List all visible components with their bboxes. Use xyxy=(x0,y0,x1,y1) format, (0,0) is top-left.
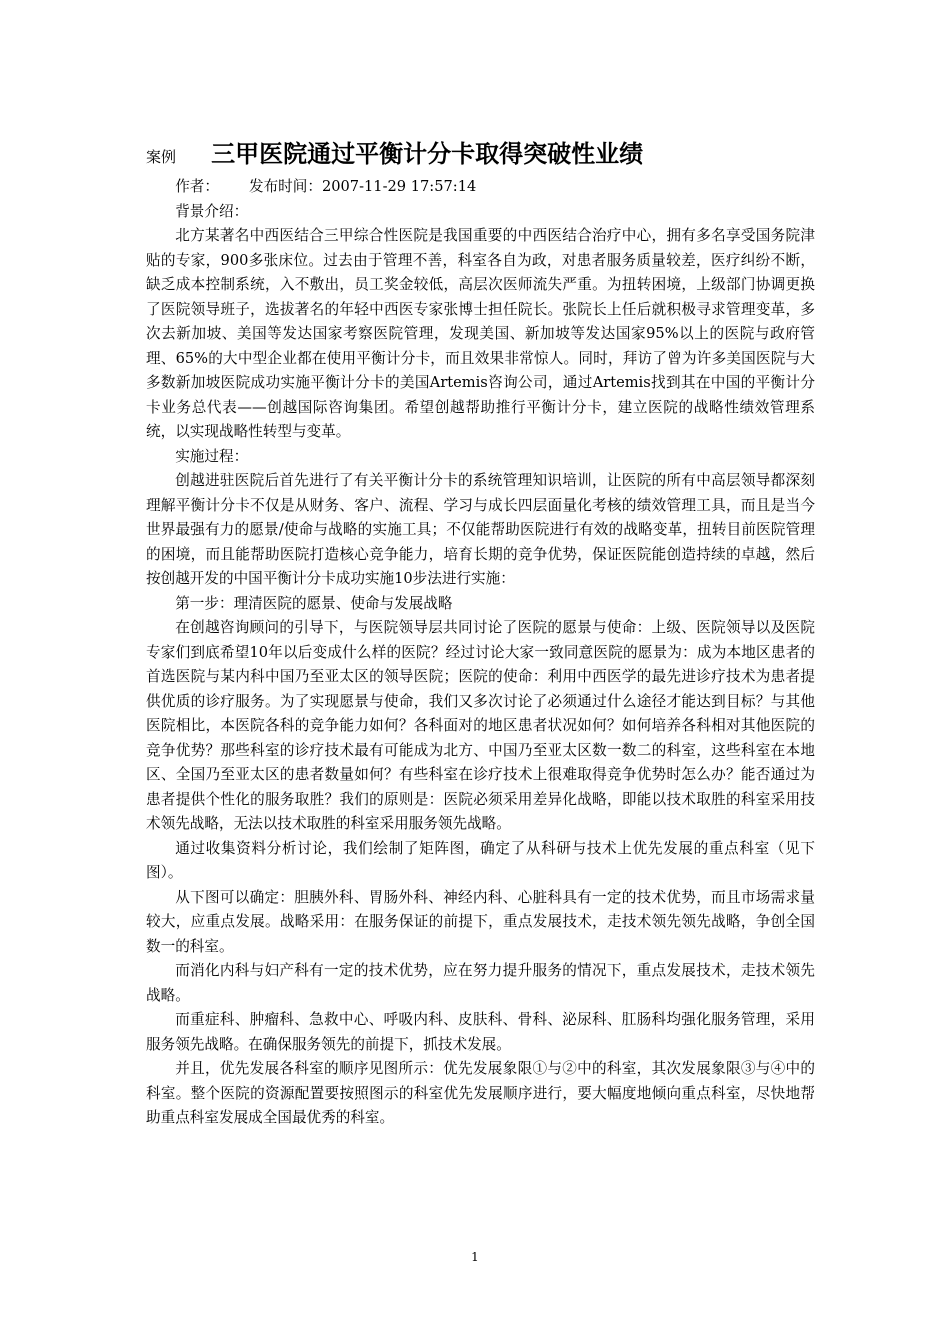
page-title: 三甲医院通过平衡计分卡取得突破性业绩 xyxy=(211,139,644,168)
section-heading-background: 背景介绍： xyxy=(175,202,249,220)
paragraph-matrix: 通过收集资料分析讨论，我们绘制了矩阵图，确定了从科研与技术上优先发展的重点科室（见下图）。 xyxy=(146,839,815,881)
publish-date: 发布时间：2007-11-29 17:57:14 xyxy=(248,178,477,195)
title-row xyxy=(146,134,826,170)
paragraph-service-departments: 而重症科、肿瘤科、急救中心、呼吸内科、皮肤科、骨科、泌尿科、肛肠科均强化服务管理，采用服务领先战略。在确保服务领先的前提下，抓技术发展。 xyxy=(146,1011,815,1053)
meta-line xyxy=(146,175,815,200)
paragraph-digestive: 而消化内科与妇产科有一定的技术优势，应在努力提升服务的情况下，重点发展技术，走技术领先战略。 xyxy=(146,962,815,1004)
paragraph-background: 北方某著名中西医结合三甲综合性医院是我国重要的中西医结合治疗中心，拥有多名享受国务院津贴的专家，900多张床位。过去由于管理不善，科室各自为政，对患者服务质量较差，医疗纠纷不断，缺乏成本控制系统，入不敷出，员工奖金较低，高层次医师流失严重。为扭转困境，上级部门协调更换了医院领导班子，选拔著名的年轻中西医专家张博士担任院长。张院长上任后就积极寻求管理变革，多次去新加坡、美国等发达国家考察医院管理，发现美国、新加坡等发达国家95%以上的医院与政府管理、65%的大中型企业都在使用平衡计分卡，而且效果非常惊人。同时，拜访了曾为许多美国医院与大多数新加坡医院成功实施平衡计分卡的美国Artemis咨询公司，通过Artemis找到其在中国的平衡计分卡业务总代表——创越国际咨询集团。希望创越帮助推行平衡计分卡，建立医院的战略性绩效管理系统，以实现战略性转型与变革。 xyxy=(146,227,815,440)
article-body xyxy=(146,175,815,1131)
step-one-heading: 第一步：理清医院的愿景、使命与发展战略 xyxy=(175,594,453,612)
paragraph-vision: 在创越咨询顾问的引导下，与医院领导层共同讨论了医院的愿景与使命：上级、医院领导以及医院专家们到底希望10年以后变成什么样的医院？经过讨论大家一致同意医院的愿景为：成为本地区患者的首选医院与某内科中国乃至亚太区的领导医院；医院的使命：利用中西医学的最先进诊疗技术为患者提供优质的诊疗服务。为了实现愿景与使命，我们又多次讨论了必须通过什么途径才能达到目标？与其他医院相比，本医院各科的竞争能力如何？各科面对的地区患者状况如何？如何培养各科相对其他医院的竞争优势？那些科室的诊疗技术最有可能成为北方、中国乃至亚太区数一数二的科室，这些科室在本地区、全国乃至亚太区的患者数量如何？有些科室在诊疗技术上很难取得竞争优势时怎么办？能否通过为患者提供个性化的服务取胜？我们的原则是：医院必须采用差异化战略，即能以技术取胜的科室采用技术领先战略，无法以技术取胜的科室采用服务领先战略。 xyxy=(146,619,815,832)
title-prefix: 案例 xyxy=(146,148,177,166)
paragraph-training: 创越进驻医院后首先进行了有关平衡计分卡的系统管理知识培训，让医院的所有中高层领导都深刻理解平衡计分卡不仅是从财务、客户、流程、学习与成长四层面量化考核的绩效管理工具，而且是当今世界最强有力的愿景/使命与战略的实施工具；不仅能帮助医院进行有效的战略变革，扭转目前医院管理的困境，而且能帮助医院打造核心竞争能力，培育长期的竞争优势，保证医院能创造持续的卓越，然后按创越开发的中国平衡计分卡成功实施10步法进行实施： xyxy=(146,472,815,587)
section-heading-process: 实施过程： xyxy=(175,447,249,465)
page-number: 1 xyxy=(471,1250,479,1264)
author-label: 作者： xyxy=(175,178,219,195)
paragraph-priority: 并且，优先发展各科室的顺序见图所示：优先发展象限①与②中的科室，其次发展象限③与④中的科室。整个医院的资源配置要按照图示的科室优先发展顺序进行，要大幅度地倾向重点科室，尽快地帮助重点科室发展成全国最优秀的科室。 xyxy=(146,1060,815,1126)
paragraph-key-departments: 从下图可以确定：胆胰外科、胃肠外科、神经内科、心脏科具有一定的技术优势，而且市场需求量较大，应重点发展。战略采用：在服务保证的前提下，重点发展技术，走技术领先领先战略，争创全国数一的科室。 xyxy=(146,888,815,955)
